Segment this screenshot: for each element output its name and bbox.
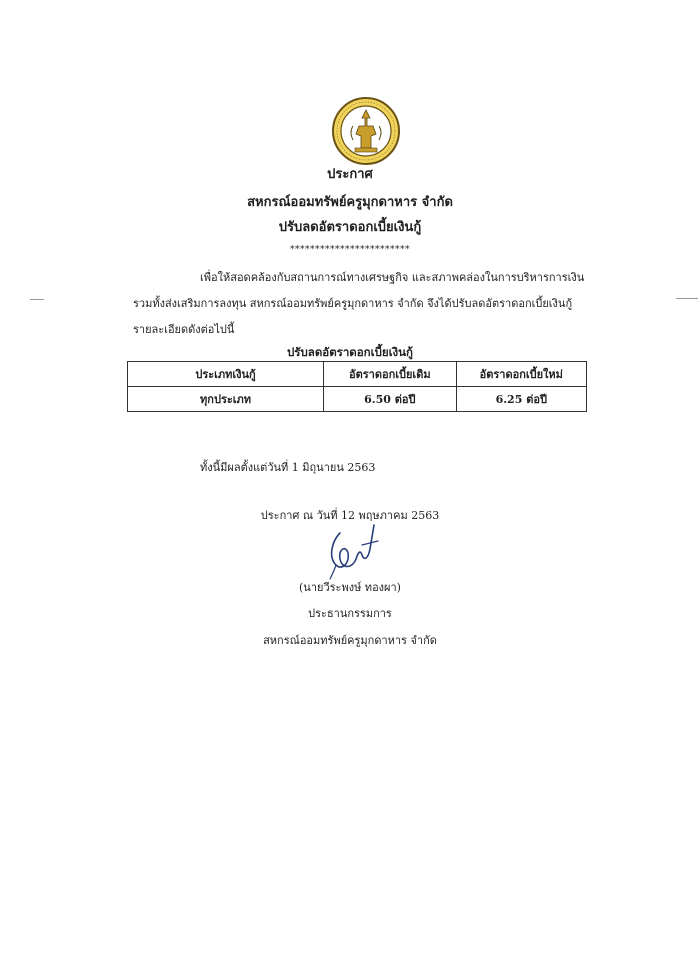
announcement-subject: ปรับลดอัตราดอกเบี้ยเงินกู้ <box>278 220 422 235</box>
cell-old-rate: 6.50 ต่อปี <box>324 387 456 412</box>
announcement-date: ประกาศ ณ วันที่ 12 พฤษภาคม 2563 <box>260 509 440 522</box>
scan-artifact-left <box>30 299 44 300</box>
header-old-rate: อัตราดอกเบี้ยเดิม <box>324 362 456 387</box>
body-line-1: เพื่อให้สอดคล้องกับสถานการณ์ทางเศรษฐกิจ และสภาพคล่องในการบริหารการเงิน <box>200 271 585 284</box>
table-row <box>128 387 587 412</box>
signatory-name: (นายวีระพงษ์ ทองผา) <box>299 581 401 594</box>
handwritten-signature-icon <box>318 519 388 581</box>
effective-date: ทั้งนี้มีผลตั้งแต่วันที่ 1 มิถุนายน 2563 <box>200 461 376 474</box>
announcement-title: ประกาศ <box>327 167 373 182</box>
body-line-3: รายละเอียดดังต่อไปนี้ <box>133 323 235 336</box>
signatory-organization: สหกรณ์ออมทรัพย์ครูมุกดาหาร จำกัด <box>263 634 437 647</box>
header-new-rate: อัตราดอกเบี้ยใหม่ <box>456 362 586 387</box>
signatory-position: ประธานกรรมการ <box>308 607 392 620</box>
organization-name: สหกรณ์ออมทรัพย์ครูมุกดาหาร จำกัด <box>247 195 453 210</box>
cell-loan-type: ทุกประเภท <box>128 387 324 412</box>
cooperative-seal-icon <box>331 96 401 166</box>
header-loan-type: ประเภทเงินกู้ <box>128 362 324 387</box>
table-header-row <box>128 362 587 387</box>
table-caption: ปรับลดอัตราดอกเบี้ยเงินกู้ <box>287 345 413 359</box>
interest-rate-table <box>127 361 587 412</box>
separator-stars: ************************ <box>290 245 410 255</box>
cell-new-rate: 6.25 ต่อปี <box>456 387 586 412</box>
body-line-2: รวมทั้งส่งเสริมการลงทุน สหกรณ์ออมทรัพย์ครูมุกดาหาร จำกัด จึงได้ปรับลดอัตราดอกเบี้ยเงินกู้ <box>133 297 573 310</box>
scan-artifact-right <box>676 298 698 299</box>
